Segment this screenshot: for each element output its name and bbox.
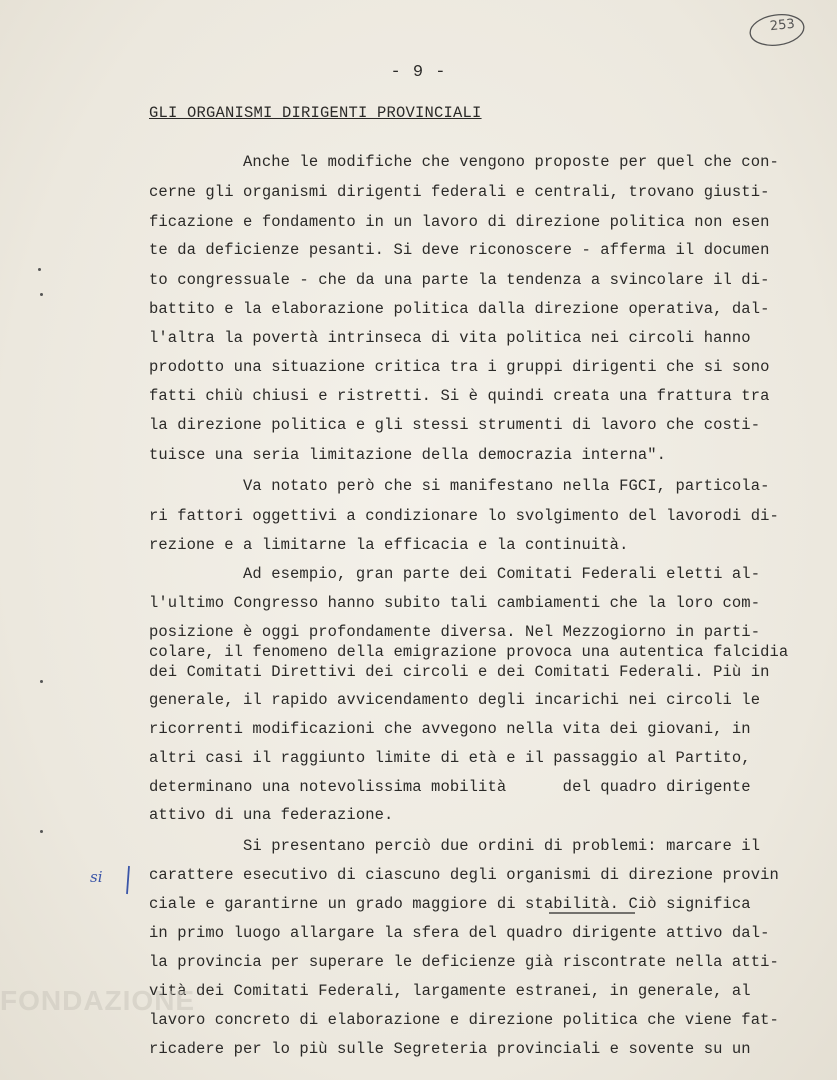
body-line: attivo di una federazione. <box>149 806 394 824</box>
section-title: GLI ORGANISMI DIRIGENTI PROVINCIALI <box>149 104 482 122</box>
body-line: prodotto una situazione critica tra i gruppi dirigenti che si sono <box>149 358 770 376</box>
margin-dot <box>40 680 43 683</box>
body-line: ricorrenti modificazioni che avvegono nella vita dei giovani, in <box>149 720 751 738</box>
underline-stabilita <box>549 911 635 915</box>
margin-dot <box>40 830 43 833</box>
body-line: Ad esempio, gran parte dei Comitati Federali eletti al- <box>149 565 761 583</box>
body-line: la direzione politica e gli stessi strumenti di lavoro che costi- <box>149 416 761 434</box>
margin-annotation: si <box>90 868 103 886</box>
body-line: ficazione e fondamento in un lavoro di direzione politica non esen <box>149 213 770 231</box>
body-line: ri fattori oggettivi a condizionare lo svolgimento del lavorodi di- <box>149 507 779 525</box>
archive-stamp-number: 253 <box>769 16 796 35</box>
body-line: fatti chiù chiusi e ristretti. Si è quindi creata una frattura tra <box>149 387 770 405</box>
body-line: generale, il rapido avvicendamento degli incarichi nei circoli le <box>149 691 761 709</box>
margin-vertical-stroke <box>124 864 132 896</box>
body-line: battito e la elaborazione politica dalla direzione operativa, dal- <box>149 300 770 318</box>
page-number: - 9 - <box>390 63 447 82</box>
body-line: rezione e a limitarne la efficacia e la continuità. <box>149 536 629 554</box>
body-line: posizione è oggi profondamente diversa. Nel Mezzogiorno in parti- <box>149 623 761 641</box>
margin-dot <box>38 268 41 271</box>
body-line: cerne gli organismi dirigenti federali e centrali, trovano giusti- <box>149 183 770 201</box>
body-line: ciale e garantirne un grado maggiore di stabilità. Ciò significa <box>149 895 751 913</box>
body-line: vità dei Comitati Federali, largamente estranei, in generale, al <box>149 982 751 1000</box>
body-line: l'altra la povertà intrinseca di vita politica nei circoli hanno <box>149 329 751 347</box>
body-line: Anche le modifiche che vengono proposte per quel che con- <box>149 153 779 171</box>
body-line: ricadere per lo più sulle Segreteria provinciali e sovente su un <box>149 1040 751 1058</box>
body-line: te da deficienze pesanti. Si deve riconoscere - afferma il documen <box>149 241 770 259</box>
body-line: dei Comitati Direttivi dei circoli e dei Comitati Federali. Più in <box>149 663 770 681</box>
body-line: carattere esecutivo di ciascuno degli organismi di direzione provin <box>149 866 779 884</box>
body-line: l'ultimo Congresso hanno subito tali cambiamenti che la loro com- <box>149 594 761 612</box>
body-line: determinano una notevolissima mobilità del quadro dirigente <box>149 778 751 796</box>
body-line: altri casi il raggiunto limite di età e il passaggio al Partito, <box>149 749 751 767</box>
body-line: to congressuale - che da una parte la tendenza a svincolare il di- <box>149 271 770 289</box>
body-line: Va notato però che si manifestano nella FGCI, particola- <box>149 477 770 495</box>
body-line: lavoro concreto di elaborazione e direzione politica che viene fat- <box>149 1011 779 1029</box>
margin-dot <box>40 293 43 296</box>
body-line: la provincia per superare le deficienze già riscontrate nella atti- <box>149 953 779 971</box>
body-line: Si presentano perciò due ordini di problemi: marcare il <box>149 837 761 855</box>
body-line: colare, il fenomeno della emigrazione provoca una autentica falcidia <box>149 643 789 661</box>
body-line: in primo luogo allargare la sfera del quadro dirigente attivo dal- <box>149 924 770 942</box>
body-line: tuisce una seria limitazione della democrazia interna". <box>149 446 667 464</box>
watermark: FONDAZIONE <box>0 985 196 1016</box>
